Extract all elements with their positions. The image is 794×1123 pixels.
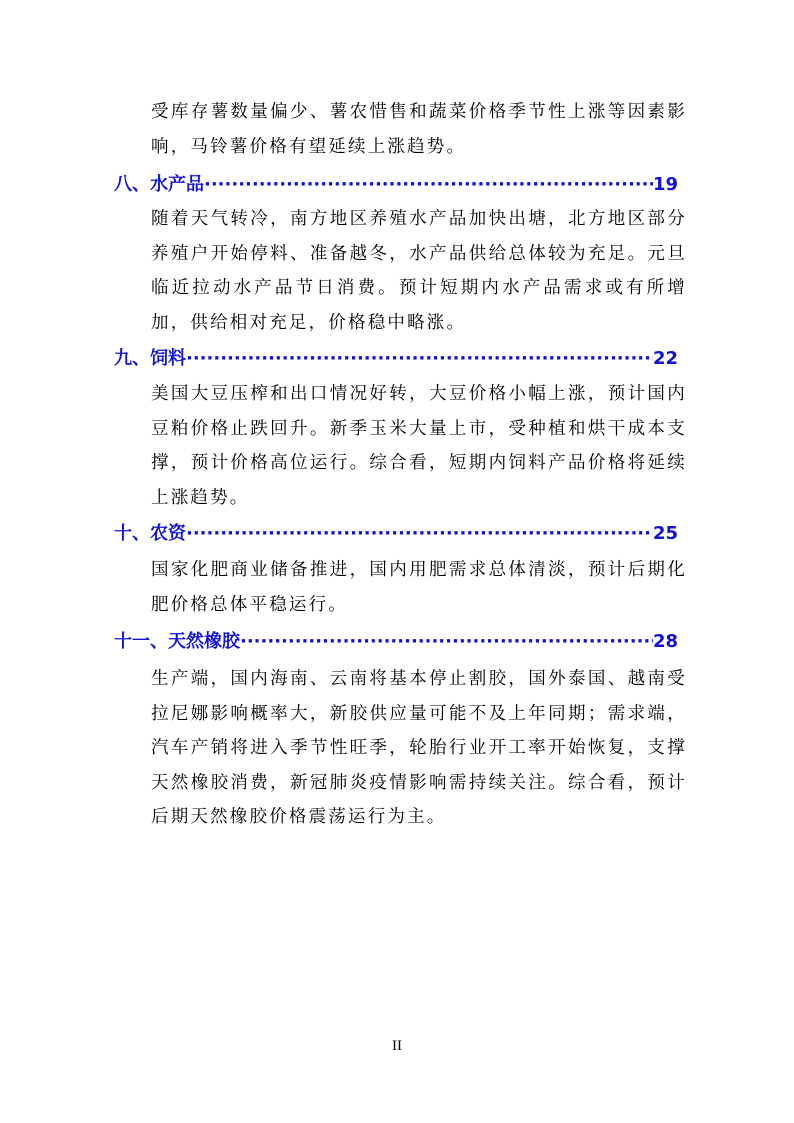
toc-entry-agricultural-inputs[interactable] xyxy=(114,519,678,545)
toc-entry-aquatic-products[interactable] xyxy=(114,170,678,196)
paragraph-agricultural-inputs-summary: 国家化肥商业储备推进，国内用肥需求总体清淡，预计后期化肥价格总体平稳运行。 xyxy=(151,560,687,615)
paragraph-feed-summary: 美国大豆压榨和出口情况好转，大豆价格小幅上涨，预计国内豆粕价格止跌回升。新季玉米大量上市，受种植和烘干成本支撑，预计价格高位运行。综合看，短期内饲料产品价格将延续上涨趋势。 xyxy=(151,384,687,508)
paragraph-aquatic-summary: 随着天气转冷，南方地区养殖水产品加快出塘，北方地区部分养殖户开始停料、准备越冬，水产品供给总体较为充足。元旦临近拉动水产品节日消费。预计短期内水产品需求或有所增加，供给相对充足，价格稳中略涨。 xyxy=(151,209,687,333)
toc-dot-leader xyxy=(240,631,653,652)
toc-entry-natural-rubber[interactable] xyxy=(114,627,678,653)
toc-entry-title: 十、农资 xyxy=(114,523,186,544)
toc-dot-leader xyxy=(204,174,653,195)
toc-entry-page-number: 25 xyxy=(652,523,678,544)
toc-dot-leader xyxy=(186,523,653,544)
toc-entry-title: 十一、天然橡胶 xyxy=(114,631,240,652)
toc-entry-page-number: 28 xyxy=(652,631,678,652)
toc-entry-title: 八、水产品 xyxy=(114,174,204,195)
page-number: II xyxy=(392,1038,402,1054)
toc-entry-page-number: 19 xyxy=(652,174,678,195)
toc-entry-page-number: 22 xyxy=(652,348,678,369)
toc-dot-leader xyxy=(186,348,653,369)
toc-entry-feed[interactable] xyxy=(114,344,678,370)
toc-entry-title: 九、饲料 xyxy=(114,348,186,369)
paragraph-natural-rubber-summary: 生产端，国内海南、云南将基本停止割胶，国外泰国、越南受拉尼娜影响概率大，新胶供应量可能不及上年同期；需求端，汽车产销将进入季节性旺季，轮胎行业开工率开始恢复，支撑天然橡胶消费，新冠肺炎疫情影响需持续关注。综合看，预计后期天然橡胶价格震荡运行为主。 xyxy=(151,669,687,827)
paragraph-potato-outlook: 受库存薯数量偏少、薯农惜售和蔬菜价格季节性上涨等因素影响，马铃薯价格有望延续上涨趋势。 xyxy=(151,102,687,157)
